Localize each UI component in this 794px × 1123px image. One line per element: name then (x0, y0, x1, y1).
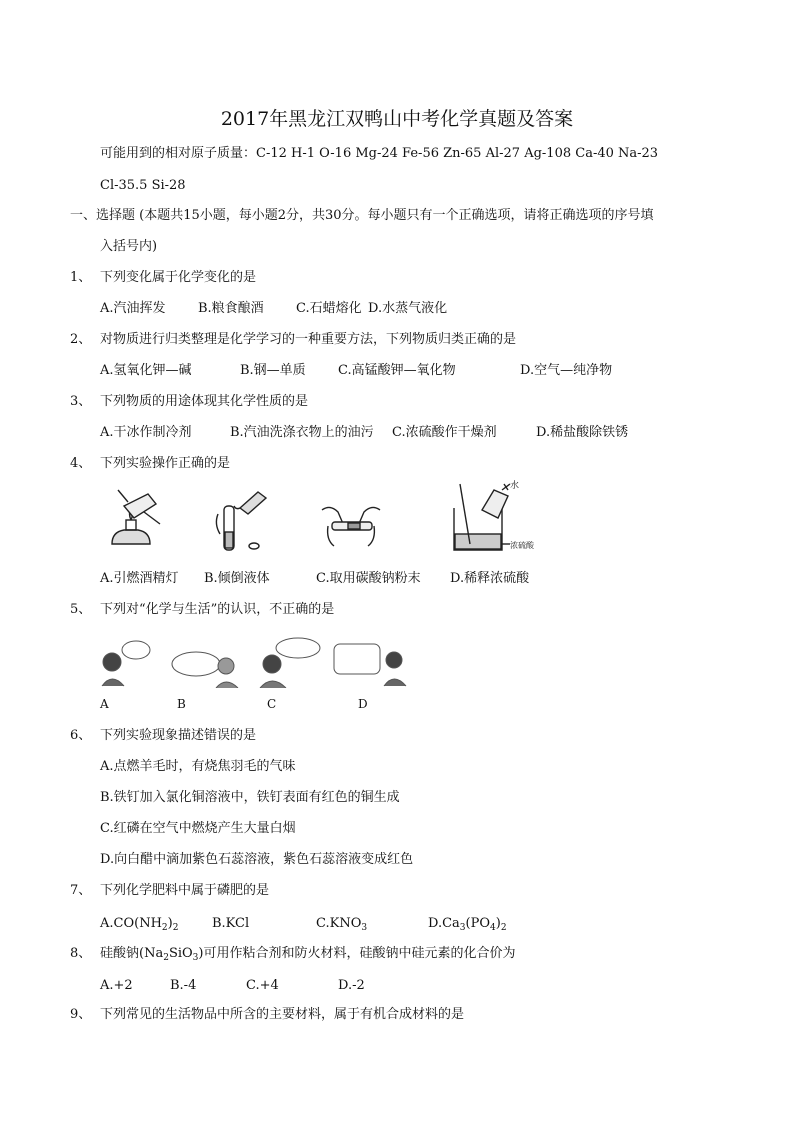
question-3 (70, 393, 308, 411)
option-c: C.高锰酸钾—氧化物 (338, 363, 456, 378)
option-b: B.粮食酿酒 (198, 301, 264, 316)
question-number: 3、 (70, 394, 92, 409)
section-heading-cont: 入括号内) (100, 239, 158, 254)
question-6 (70, 727, 256, 745)
question-1 (70, 269, 256, 287)
question-7-options (100, 915, 507, 933)
atomic-mass-line: 可能用到的相对原子质量：C-12 H-1 O-16 Mg-24 Fe-56 Zn-65 Al-27 Ag-108 Ca-40 Na-23 (100, 146, 659, 161)
figure-dilute-acid (446, 480, 550, 556)
question-number: 9、 (70, 1007, 92, 1022)
question-1-options (100, 300, 447, 318)
option-c: $C.KNO_3$ (316, 916, 368, 933)
option-a: $A.CO(NH_2)_2$ (100, 916, 179, 933)
figure-label-c: C (267, 697, 277, 711)
option-a: A.点燃羊毛时，有烧焦羽毛的气味 (100, 759, 296, 774)
option-c: C.红磷在空气中燃烧产生大量白烟 (100, 821, 296, 836)
question-stem: 硅酸钠$(Na_2SiO_3)$可用作粘合剂和防火材料，硅酸钠中硅元素的化合价为 (100, 946, 516, 963)
question-stem: 下列实验现象描述错误的是 (100, 728, 257, 743)
question-4 (70, 455, 230, 473)
page-title: 2017年黑龙江双鸭山中考化学真题及答案 (220, 108, 574, 130)
question-7 (70, 882, 269, 900)
option-a: A.+2 (100, 978, 133, 993)
figure-light-alcohol-lamp (104, 484, 164, 556)
atomic-mass-line-2: Cl-35.5 Si-28 (100, 178, 186, 193)
question-5 (70, 601, 334, 619)
option-b: B.汽油洗涤衣物上的油污 (230, 425, 374, 440)
option-b: B.铁钉加入氯化铜溶液中，铁钉表面有红色的铜生成 (100, 790, 400, 805)
option-c: C.取用碳酸钠粉末 (316, 571, 421, 586)
section-heading: 一、选择题 (本题共15小题，每小题2分，共30分。每小题只有一个正确选项，请将正确选项的序号填 (70, 208, 654, 223)
option-a: A.引燃酒精灯 (100, 571, 179, 586)
option-b: B.倾倒液体 (204, 571, 270, 586)
option-c: C.+4 (246, 978, 279, 993)
question-number: 4、 (70, 456, 92, 471)
question-stem: 下列化学肥料中属于磷肥的是 (100, 883, 270, 898)
question-number: 2、 (70, 332, 92, 347)
question-9 (70, 1006, 464, 1024)
option-c: C.石蜡熔化 (296, 301, 362, 316)
figure-label-a: A (100, 697, 109, 711)
question-8-options (100, 977, 365, 995)
question-number: 8、 (70, 946, 92, 961)
option-d: D.空气—纯净物 (520, 363, 613, 378)
option-d: D.水蒸气液化 (368, 301, 448, 316)
option-a: A.干冰作制冷剂 (100, 425, 192, 440)
question-8 (70, 945, 515, 963)
question-number: 7、 (70, 883, 92, 898)
question-stem: 下列物质的用途体现其化学性质的是 (100, 394, 309, 409)
label-water: 水 (510, 481, 520, 491)
question-stem: 下列变化属于化学变化的是 (100, 270, 257, 285)
question-number: 6、 (70, 728, 92, 743)
label-concentrated-acid: 浓硫酸 (510, 541, 534, 550)
question-stem: 下列常见的生活物品中所含的主要材料，属于有机合成材料的是 (100, 1007, 465, 1022)
option-d: $D.Ca_3(PO_4)_2$ (428, 916, 507, 933)
question-2 (70, 331, 516, 349)
question-3-options (100, 424, 628, 442)
option-b: B.KCl (212, 916, 250, 931)
figure-pour-liquid (210, 484, 270, 556)
question-number: 1、 (70, 270, 92, 285)
option-a: A.氢氧化钾—碱 (100, 363, 192, 378)
figure-take-powder (318, 496, 384, 552)
option-d: D.-2 (338, 978, 365, 993)
option-d: D.稀盐酸除铁锈 (536, 425, 629, 440)
figure-label-b: B (177, 697, 186, 711)
question-stem: 下列对“化学与生活”的认识，不正确的是 (100, 602, 335, 617)
figure-chemistry-life-cartoons (98, 636, 408, 688)
option-c: C.浓硫酸作干燥剂 (392, 425, 497, 440)
option-b: B.钢—单质 (240, 363, 306, 378)
option-b: B.-4 (170, 978, 197, 993)
option-d: D.稀释浓硫酸 (450, 571, 530, 586)
question-stem: 对物质进行归类整理是化学学习的一种重要方法，下列物质归类正确的是 (100, 332, 517, 347)
figure-label-d: D (358, 697, 368, 711)
question-4-options (100, 570, 529, 588)
question-2-options (100, 362, 612, 380)
question-number: 5、 (70, 602, 92, 617)
option-a: A.汽油挥发 (100, 301, 166, 316)
question-stem: 下列实验操作正确的是 (100, 456, 231, 471)
option-d: D.向白醋中滴加紫色石蕊溶液，紫色石蕊溶液变成红色 (100, 852, 414, 867)
